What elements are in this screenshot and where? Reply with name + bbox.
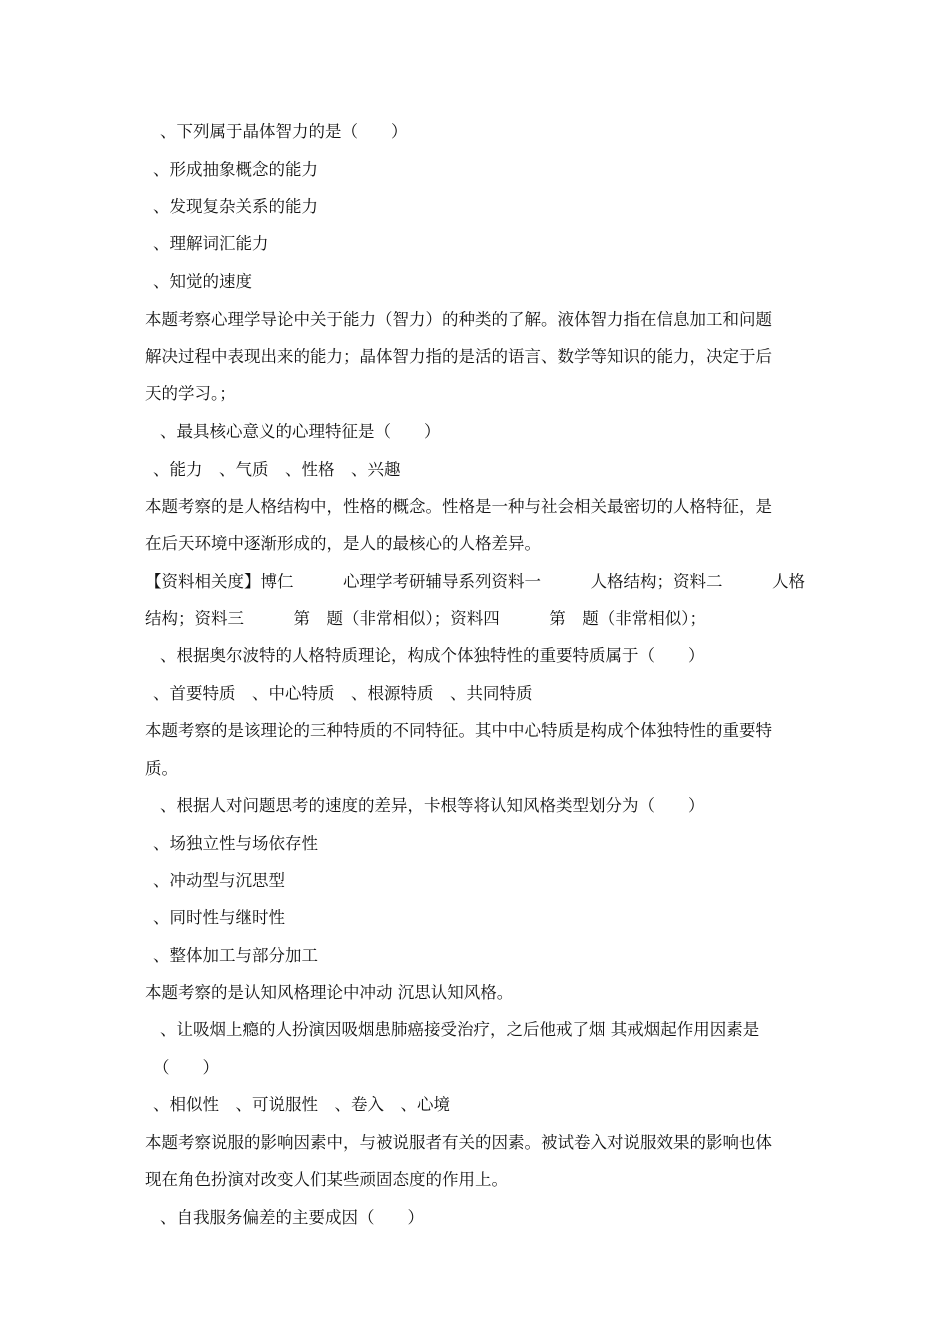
explanation-5: 现在角色扮演对改变人们某些顽固态度的作用上。 — [145, 1170, 508, 1189]
explanation-5: 本题考察说服的影响因素中，与被说服者有关的因素。被试卷入对说服效果的影响也体 — [145, 1133, 772, 1152]
option-4b: 、冲动型与沉思型 — [153, 871, 285, 890]
options-5: 、相似性 、可说服性 、卷入 、心境 — [153, 1095, 450, 1114]
option-1d: 、知觉的速度 — [153, 272, 252, 291]
explanation-3: 本题考察的是该理论的三种特质的不同特征。其中中心特质是构成个体独特性的重要特 — [145, 721, 772, 740]
explanation-1: 天的学习。； — [145, 384, 236, 403]
question-5-blank: （ ） — [153, 1058, 219, 1077]
question-1: 、下列属于晶体智力的是（ ） — [160, 122, 408, 141]
explanation-2: 本题考察的是人格结构中，性格的概念。性格是一种与社会相关最密切的人格特征，是 — [145, 497, 772, 516]
explanation-2: 在后天环境中逐渐形成的，是人的最核心的人格差异。 — [145, 534, 541, 553]
question-6: 、自我服务偏差的主要成因（ ） — [160, 1208, 424, 1227]
question-2: 、最具核心意义的心理特征是（ ） — [160, 422, 441, 441]
options-2: 、能力 、气质 、性格 、兴趣 — [153, 460, 401, 479]
option-4d: 、整体加工与部分加工 — [153, 946, 318, 965]
explanation-1: 解决过程中表现出来的能力；晶体智力指的是活的语言、数学等知识的能力，决定于后 — [145, 347, 772, 366]
option-4a: 、场独立性与场依存性 — [153, 834, 318, 853]
option-4c: 、同时性与继时性 — [153, 908, 285, 927]
explanation-4: 本题考察的是认知风格理论中冲动 沉思认知风格。 — [145, 983, 514, 1002]
explanation-1: 本题考察心理学导论中关于能力（智力）的种类的了解。液体智力指在信息加工和问题 — [145, 310, 772, 329]
reference-note: 【资料相关度】博仁 心理学考研辅导系列资料一 人格结构；资料二 人格 — [145, 572, 805, 591]
options-3: 、首要特质 、中心特质 、根源特质 、共同特质 — [153, 684, 533, 703]
option-1a: 、形成抽象概念的能力 — [153, 160, 318, 179]
question-4: 、根据人对问题思考的速度的差异，卡根等将认知风格类型划分为（ ） — [160, 796, 705, 815]
question-5: 、让吸烟上瘾的人扮演因吸烟患肺癌接受治疗，之后他戒了烟 其戒烟起作用因素是 — [160, 1020, 760, 1039]
option-1c: 、理解词汇能力 — [153, 234, 269, 253]
explanation-3: 质。 — [145, 759, 178, 778]
reference-note: 结构；资料三 第 题（非常相似）；资料四 第 题（非常相似）； — [145, 609, 706, 628]
option-1b: 、发现复杂关系的能力 — [153, 197, 318, 216]
question-3: 、根据奥尔波特的人格特质理论，构成个体独特性的重要特质属于（ ） — [160, 646, 705, 665]
